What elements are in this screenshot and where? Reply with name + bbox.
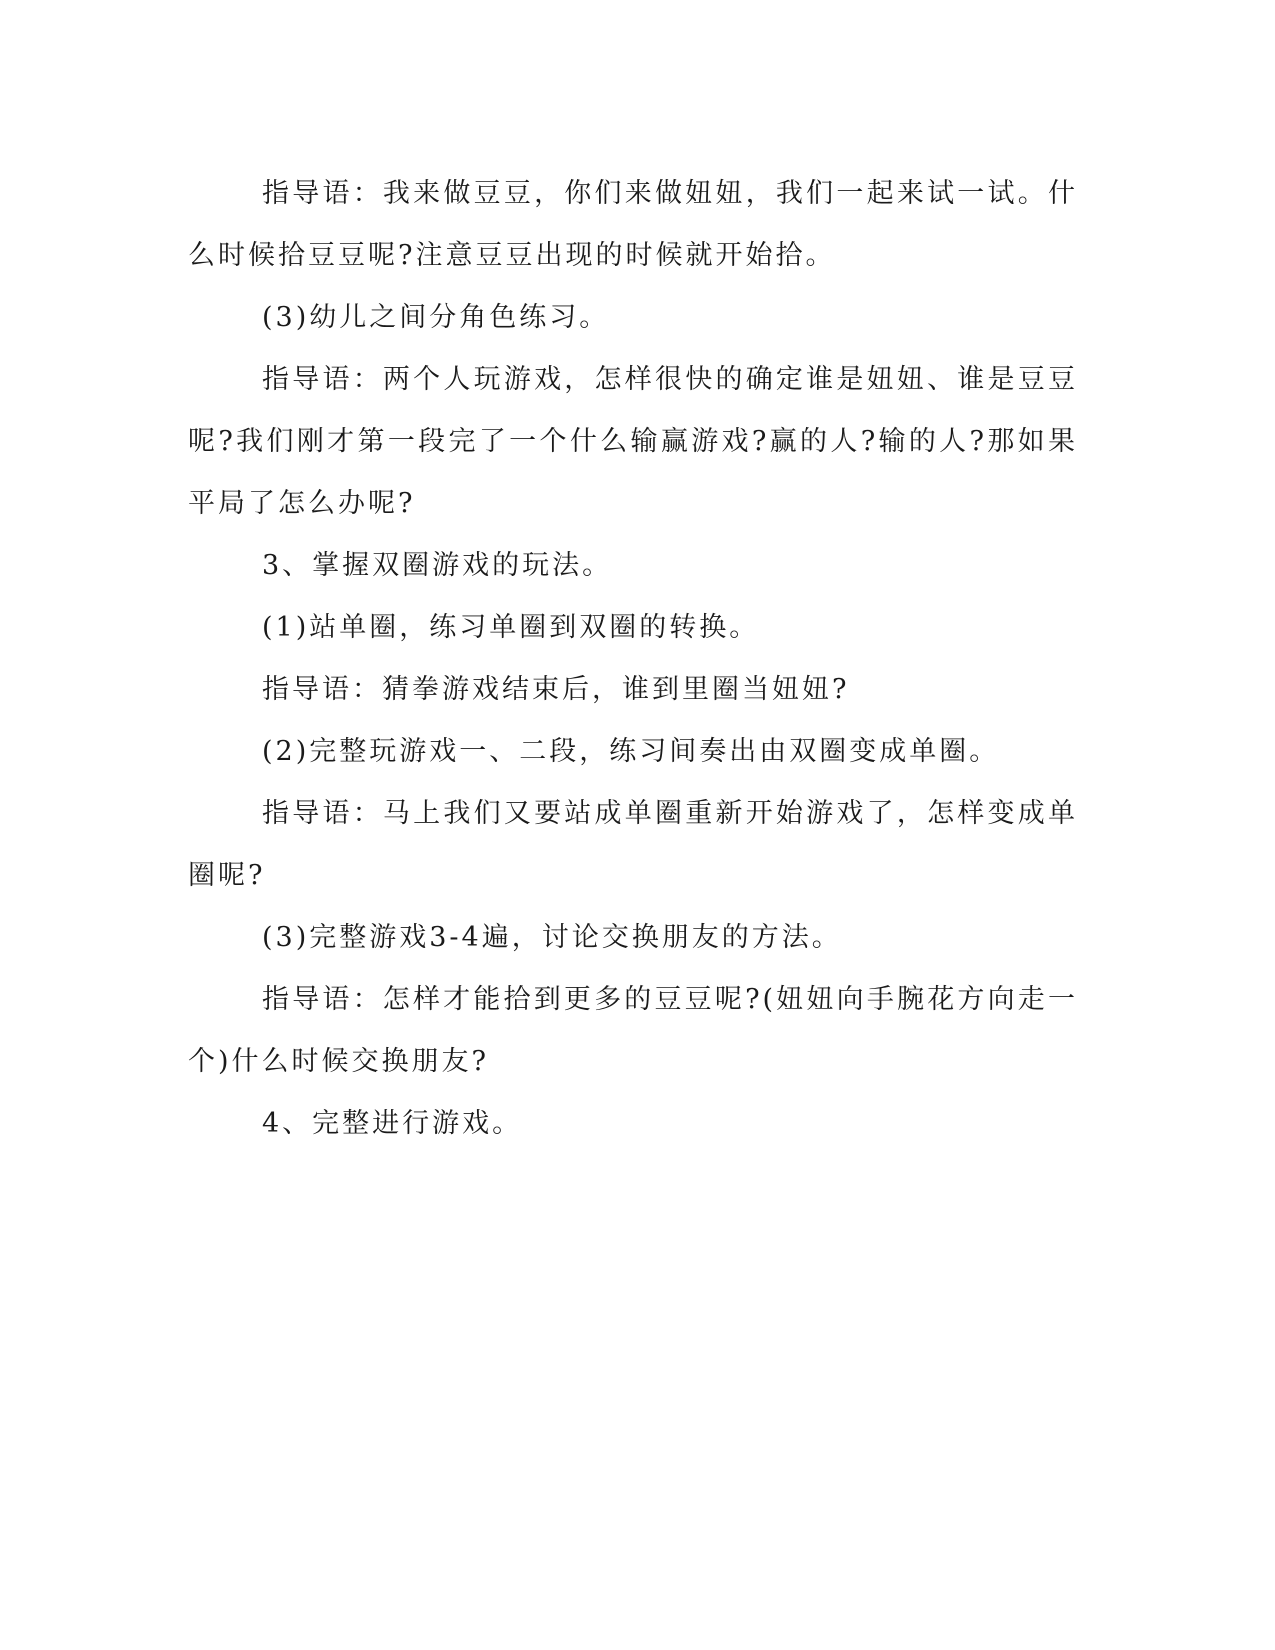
paragraph-guide-3: 指导语：猜拳游戏结束后，谁到里圈当妞妞? xyxy=(262,674,850,705)
paragraph-section-4-heading: 4、完整进行游戏。 xyxy=(262,1108,523,1139)
paragraph-guide-5: 指导语：怎样才能拾到更多的豆豆呢?(妞妞向手腕花方向走一个)什么时候交换朋友? xyxy=(188,984,1078,1077)
paragraph-step-2-full-game: (2)完整玩游戏一、二段，练习间奏出由双圈变成单圈。 xyxy=(262,736,1000,767)
paragraph-step-3-role-practice: (3)幼儿之间分角色练习。 xyxy=(262,302,610,333)
paragraph-section-3-heading: 3、掌握双圈游戏的玩法。 xyxy=(262,550,613,581)
paragraph-guide-2: 指导语：两个人玩游戏，怎样很快的确定谁是妞妞、谁是豆豆呢?我们刚才第一段完了一个什么输赢游戏?赢的人?输的人?那如果平局了怎么办呢? xyxy=(188,364,1078,519)
paragraph-guide-4: 指导语：马上我们又要站成单圈重新开始游戏了，怎样变成单圈呢? xyxy=(188,798,1078,891)
paragraph-step-3-full-game: (3)完整游戏3-4遍，讨论交换朋友的方法。 xyxy=(262,922,842,953)
paragraph-step-1-single-circle: (1)站单圈，练习单圈到双圈的转换。 xyxy=(262,612,760,643)
document-body xyxy=(188,163,1078,1155)
paragraph-guide-1: 指导语：我来做豆豆，你们来做妞妞，我们一起来试一试。什么时候拾豆豆呢?注意豆豆出现的时候就开始拾。 xyxy=(188,178,1078,271)
